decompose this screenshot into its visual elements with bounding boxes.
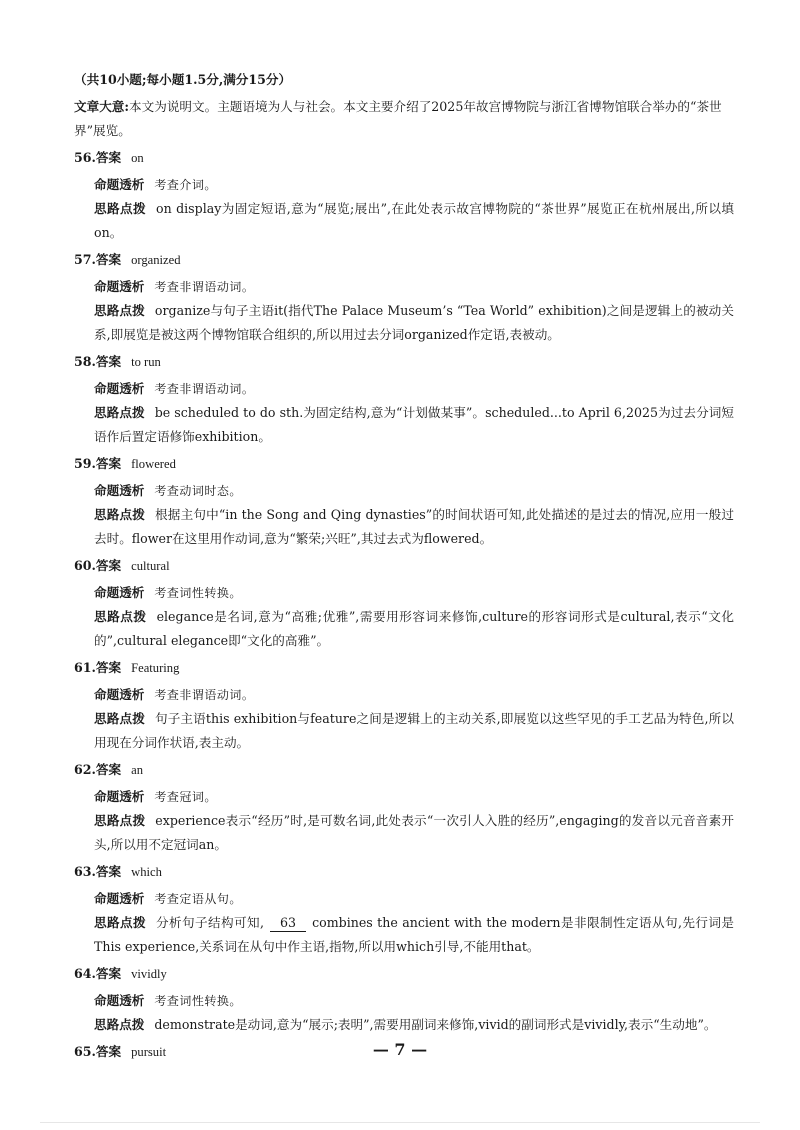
answer-value: flowered	[131, 457, 176, 471]
explain-label: 思路点拨	[94, 405, 145, 420]
explain-label: 思路点拨	[94, 813, 146, 828]
answer-line	[74, 862, 734, 882]
analysis-label: 命题透析	[94, 177, 145, 192]
answer-label: 答案	[95, 660, 122, 675]
explain-text: organize与句子主语it(指代The Palace Museum’s “Tea World” exhibition)之间是逻辑上的被动关系,即展览是被这两个博物馆联合组织的,所以用过去分词organized作定语,表被动。	[94, 303, 734, 342]
explain-text: 句子主语this exhibition与feature之间是逻辑上的主动关系,即展览以这些罕见的手工艺品为特色,所以用现在分词作状语,表主动。	[94, 711, 735, 750]
explain-text-post: combines the ancient with the modern是非限制性定语从句,先行词是This experience,关系词在从句中作主语,指物,所以用which引导,不能用that。	[94, 915, 735, 954]
answer-item-62	[74, 760, 734, 857]
analysis-text: 考查词性转换。	[154, 994, 242, 1008]
answer-value: Featuring	[131, 661, 180, 675]
answer-item-64	[74, 964, 734, 1037]
answer-item-56	[74, 148, 734, 245]
bottom-divider	[40, 1122, 760, 1123]
summary-text: 本文为说明文。主题语境为人与社会。本文主要介绍了2025年故宫博物院与浙江省博物馆联合举办的“茶世界”展览。	[74, 99, 722, 138]
answer-page	[74, 70, 734, 1067]
analysis-text: 考查介词。	[154, 178, 217, 192]
explain-line	[94, 401, 734, 449]
explain-text: be scheduled to do sth.为固定结构,意为“计划做某事”。scheduled...to April 6,2025为过去分词短语作后置定语修饰exhibition。	[94, 405, 735, 444]
analysis-line	[94, 377, 734, 401]
question-number: 64.	[74, 966, 96, 981]
analysis-text: 考查冠词。	[154, 790, 217, 804]
explain-label: 思路点拨	[94, 201, 146, 216]
question-number: 57.	[74, 252, 96, 267]
analysis-text: 考查非谓语动词。	[154, 688, 255, 702]
analysis-line	[94, 887, 734, 911]
answer-label: 答案	[95, 456, 122, 471]
analysis-line	[94, 785, 734, 809]
answer-label: 答案	[95, 354, 122, 369]
analysis-label: 命题透析	[94, 483, 145, 498]
page-number: — 7 —	[372, 1040, 428, 1059]
analysis-label: 命题透析	[94, 687, 145, 702]
answer-line	[74, 760, 734, 780]
analysis-line	[94, 989, 734, 1013]
article-summary	[74, 95, 734, 143]
explain-line	[94, 809, 734, 857]
analysis-text: 考查定语从句。	[154, 892, 242, 906]
explain-label: 思路点拨	[94, 915, 147, 930]
answer-value: vividly	[131, 967, 167, 981]
explain-line	[94, 197, 734, 245]
answer-label: 答案	[95, 864, 122, 879]
explain-text-pre: 分析句子结构可知,	[156, 915, 265, 930]
explain-line	[94, 605, 734, 653]
analysis-line	[94, 479, 734, 503]
explain-text: demonstrate是动词,意为“展示;表明”,需要用副词来修饰,vivid的副词形式是vividly,表示“生动地”。	[154, 1017, 717, 1032]
question-number: 61.	[74, 660, 96, 675]
analysis-line	[94, 275, 734, 299]
analysis-label: 命题透析	[94, 381, 145, 396]
answer-line	[74, 964, 734, 984]
answer-value: organized	[131, 253, 181, 267]
explain-line	[94, 299, 734, 347]
explain-text: 根据主句中“in the Song and Qing dynasties”的时间状语可知,此处描述的是过去的情况,应用一般过去时。flower在这里用作动词,意为“繁荣;兴旺”,其过去式为flowered。	[94, 507, 735, 546]
explain-line	[94, 911, 734, 959]
answer-label: 答案	[95, 762, 122, 777]
explain-line	[94, 503, 734, 551]
answer-value: an	[131, 763, 143, 777]
explain-label: 思路点拨	[94, 711, 145, 726]
explain-label: 思路点拨	[94, 507, 146, 522]
explain-line	[94, 707, 734, 755]
answer-value: pursuit	[131, 1045, 167, 1059]
answer-item-60	[74, 556, 734, 653]
question-number: 56.	[74, 150, 96, 165]
analysis-text: 考查非谓语动词。	[154, 382, 255, 396]
explain-text: experience表示“经历”时,是可数名词,此处表示“一次引人入胜的经历”,engaging的发音以元音音素开头,所以用不定冠词an。	[94, 813, 734, 852]
answer-line	[74, 148, 734, 168]
question-number: 62.	[74, 762, 96, 777]
analysis-label: 命题透析	[94, 993, 145, 1008]
explain-text: elegance是名词,意为“高雅;优雅”,需要用形容词来修饰,culture的形容词形式是cultural,表示“文化的”,cultural elegance即“文化的高雅”。	[94, 609, 735, 648]
analysis-text: 考查词性转换。	[154, 586, 242, 600]
question-number: 65.	[74, 1044, 96, 1059]
answer-item-57	[74, 250, 734, 347]
explain-label: 思路点拨	[94, 303, 145, 318]
explain-label: 思路点拨	[94, 609, 147, 624]
analysis-label: 命题透析	[94, 891, 145, 906]
answer-label: 答案	[95, 966, 122, 981]
answer-label: 答案	[95, 558, 122, 573]
answer-value: on	[131, 151, 144, 165]
answer-value: which	[131, 865, 162, 879]
analysis-line	[94, 173, 734, 197]
summary-label: 文章大意:	[74, 99, 130, 114]
answer-label: 答案	[95, 252, 122, 267]
answer-line	[74, 556, 734, 576]
question-number: 63.	[74, 864, 96, 879]
answer-item-63	[74, 862, 734, 959]
explain-text: on display为固定短语,意为“展览;展出”,在此处表示故宫博物院的“茶世界”展览正在杭州展出,所以填on。	[94, 201, 735, 240]
answer-item-58	[74, 352, 734, 449]
question-number: 60.	[74, 558, 96, 573]
blank-63: 63	[270, 915, 306, 932]
answer-item-59	[74, 454, 734, 551]
question-number: 58.	[74, 354, 96, 369]
answer-label: 答案	[95, 1044, 122, 1059]
explain-label: 思路点拨	[94, 1017, 145, 1032]
analysis-text: 考查非谓语动词。	[154, 280, 255, 294]
question-number: 59.	[74, 456, 96, 471]
answer-value: to run	[131, 355, 161, 369]
answer-line	[74, 250, 734, 270]
answer-label: 答案	[95, 150, 122, 165]
answer-line	[74, 658, 734, 678]
analysis-text: 考查动词时态。	[154, 484, 242, 498]
answer-line	[74, 454, 734, 474]
analysis-line	[94, 581, 734, 605]
explain-line	[94, 1013, 734, 1037]
analysis-label: 命题透析	[94, 279, 145, 294]
analysis-label: 命题透析	[94, 585, 145, 600]
answer-item-61	[74, 658, 734, 755]
analysis-line	[94, 683, 734, 707]
section-header: （共10小题;每小题1.5分,满分15分）	[74, 72, 292, 87]
answer-line	[74, 352, 734, 372]
analysis-label: 命题透析	[94, 789, 145, 804]
answer-value: cultural	[131, 559, 170, 573]
